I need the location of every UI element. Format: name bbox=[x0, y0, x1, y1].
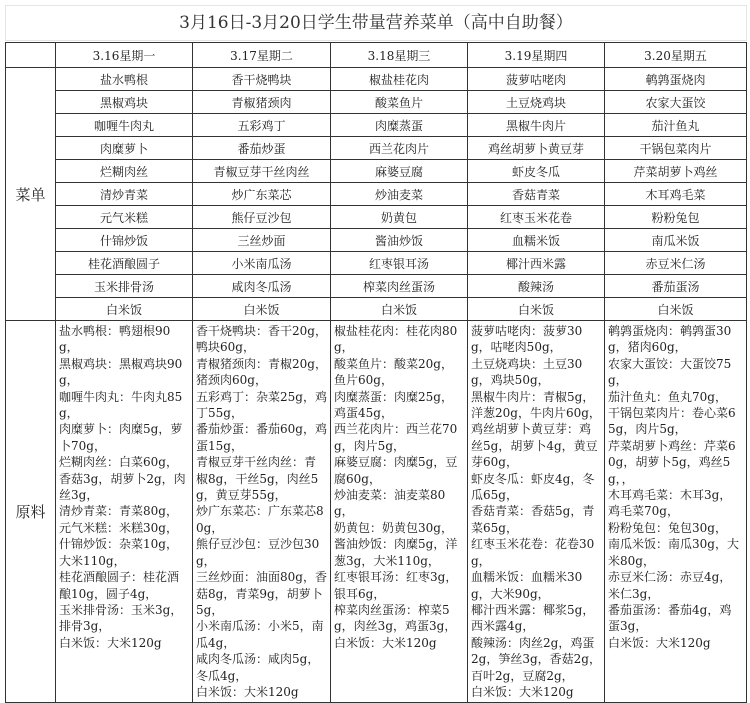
ingredient-line: 肉糜蒸蛋：肉糜25g，鸡蛋45g， bbox=[334, 389, 453, 421]
dish-cell: 虾皮冬瓜 bbox=[468, 160, 605, 183]
dish-cell: 白米饭 bbox=[468, 298, 605, 321]
ingredient-line: 清炒青菜：青菜80g， bbox=[59, 504, 178, 519]
ingredient-line: 青椒豆芽干丝肉丝：青椒8g，干丝5g，肉丝5g，黄豆芽55g， bbox=[196, 455, 319, 503]
dish-cell: 白米饭 bbox=[193, 298, 331, 321]
dish-cell: 三丝炒面 bbox=[193, 229, 331, 252]
ingredient-line: 西兰花肉片：西兰花70g，肉片5g， bbox=[334, 422, 458, 453]
ingredient-line: 茄汁鱼丸：鱼丸70g， bbox=[608, 389, 727, 404]
menu-row bbox=[6, 160, 747, 183]
ingredient-line: 红枣玉米花卷：花卷30g， bbox=[471, 537, 595, 568]
ingredients-label: 原料 bbox=[6, 321, 56, 703]
dish-cell: 清炒青菜 bbox=[56, 183, 193, 206]
dish-cell: 元气米糕 bbox=[56, 206, 193, 229]
menu-row bbox=[6, 114, 747, 137]
dish-cell: 炒广东菜芯 bbox=[193, 183, 331, 206]
dish-cell: 芹菜胡萝卜鸡丝 bbox=[605, 160, 747, 183]
ingredient-line: 炒广东菜芯：广东菜芯80g， bbox=[196, 504, 324, 535]
ingredient-line: 肉糜萝卜：肉糜5g，萝卜70g， bbox=[59, 422, 183, 453]
ingredient-line: 酸菜鱼片：酸菜20g，鱼片60g， bbox=[334, 356, 453, 388]
ingredient-line: 青椒猪颈肉：青椒20g，猪颈肉60g， bbox=[196, 356, 327, 388]
ingredient-line: 南瓜米饭：南瓜30g，大米80g， bbox=[608, 537, 739, 568]
dish-cell: 桂花酒酿圆子 bbox=[56, 252, 193, 275]
ingredient-line: 芹菜胡萝卜鸡丝：芹菜60g，胡萝卜5g，鸡丝5g，， bbox=[608, 438, 736, 486]
ingredient-line: 香菇青菜：香菇5g，青菜65g， bbox=[471, 504, 595, 535]
dish-cell: 白米饭 bbox=[56, 298, 193, 321]
ingredient-line: 红枣银耳汤：红枣3g，银耳6g， bbox=[334, 570, 458, 601]
ingredient-line: 榨菜肉丝蛋汤：榨菜5g，肉丝3g，鸡蛋3g， bbox=[334, 602, 457, 634]
ingredient-line: 鹌鹑蛋烧肉：鹌鹑蛋30g，猪肉60g， bbox=[608, 324, 732, 355]
ingredient-line: 炒油麦菜：油麦菜80g， bbox=[334, 488, 446, 519]
page-title: 3月16日-3月20日学生带量营养菜单（高中自助餐） bbox=[5, 5, 747, 41]
menu-row bbox=[6, 137, 747, 160]
dish-cell: 干锅包菜肉片 bbox=[605, 137, 747, 160]
dish-cell: 白米饭 bbox=[605, 298, 747, 321]
ingredient-line: 玉米排骨汤：玉米3g，排骨3g， bbox=[59, 602, 183, 634]
dish-cell: 麻婆豆腐 bbox=[331, 160, 468, 183]
dish-cell: 酸菜鱼片 bbox=[331, 91, 468, 114]
dish-cell: 烂糊肉丝 bbox=[56, 160, 193, 183]
dish-cell: 南瓜米饭 bbox=[605, 229, 747, 252]
dish-cell: 粉粉兔包 bbox=[605, 206, 747, 229]
day-header: 3.18星期三 bbox=[331, 43, 468, 68]
dish-cell: 盐水鸭根 bbox=[56, 68, 193, 91]
ingredients-row bbox=[6, 321, 747, 703]
ingredient-line: 黑椒鸡块：黑椒鸡块90g， bbox=[59, 356, 183, 388]
ingredient-line: 椒盐桂花肉：桂花肉80g， bbox=[334, 324, 458, 355]
dish-cell: 木耳鸡毛菜 bbox=[605, 183, 747, 206]
ingredients-cell bbox=[56, 321, 193, 703]
ingredient-line: 白米饭：大米120g bbox=[471, 684, 574, 699]
dish-cell: 肉糜萝卜 bbox=[56, 137, 193, 160]
dish-cell: 血糯米饭 bbox=[468, 229, 605, 252]
ingredient-line: 奶黄包：奶黄包30g， bbox=[334, 520, 453, 535]
dish-cell: 番茄蛋汤 bbox=[605, 275, 747, 298]
dish-cell: 赤豆米仁汤 bbox=[605, 252, 747, 275]
menu-label: 菜单 bbox=[6, 68, 56, 321]
ingredient-line: 虾皮冬瓜：虾皮4g，冬瓜65g， bbox=[471, 471, 595, 503]
ingredient-line: 白米饭：大米120g bbox=[608, 635, 711, 650]
ingredients-cell bbox=[331, 321, 468, 703]
menu-row bbox=[6, 68, 747, 91]
dish-cell: 黑椒鸡块 bbox=[56, 91, 193, 114]
ingredient-line: 菠萝咕咾肉：菠萝30g，咕咾肉50g， bbox=[471, 324, 583, 355]
dish-cell: 鸡丝胡萝卜黄豆芽 bbox=[468, 137, 605, 160]
day-header: 3.17星期二 bbox=[193, 43, 331, 68]
dish-cell: 咸肉冬瓜汤 bbox=[193, 275, 331, 298]
ingredient-line: 赤豆米仁汤：赤豆4g，米仁3g， bbox=[608, 570, 732, 601]
ingredient-line: 五彩鸡丁：杂菜25g，鸡丁55g， bbox=[196, 389, 327, 421]
day-header: 3.19星期四 bbox=[468, 43, 605, 68]
ingredient-line: 白米饭：大米120g bbox=[59, 635, 162, 650]
ingredient-line: 盐水鸭根：鸭翅根90g， bbox=[59, 324, 171, 355]
dish-cell: 咖喱牛肉丸 bbox=[56, 114, 193, 137]
ingredient-line: 椰汁西米露：椰浆5g，西米露4g， bbox=[471, 602, 595, 634]
ingredient-line: 酱油炒饭：肉糜5g，洋葱3g，大米110g， bbox=[334, 537, 458, 568]
ingredient-line: 麻婆豆腐：肉糜5g，豆腐60g， bbox=[334, 455, 458, 486]
ingredient-line: 桂花酒酿圆子：桂花酒酿10g，圆子4g， bbox=[59, 570, 180, 601]
dish-cell: 奶黄包 bbox=[331, 206, 468, 229]
dish-cell: 黑椒牛肉片 bbox=[468, 114, 605, 137]
ingredient-line: 粉粉兔包：兔包30g， bbox=[608, 520, 727, 535]
ingredient-line: 咸肉冬瓜汤：咸肉5g，冬瓜4g， bbox=[196, 652, 320, 683]
menu-row bbox=[6, 298, 747, 321]
dish-cell: 小米南瓜汤 bbox=[193, 252, 331, 275]
ingredient-line: 烂糊肉丝：白菜60g，香菇3g，胡萝卜2g，肉丝3g， bbox=[59, 455, 186, 503]
menu-row bbox=[6, 183, 747, 206]
dish-cell: 红枣玉米花卷 bbox=[468, 206, 605, 229]
dish-cell: 肉糜蒸蛋 bbox=[331, 114, 468, 137]
dish-cell: 炒油麦菜 bbox=[331, 183, 468, 206]
menu-row bbox=[6, 229, 747, 252]
menu-row bbox=[6, 206, 747, 229]
header-row bbox=[6, 43, 747, 68]
dish-cell: 白米饭 bbox=[331, 298, 468, 321]
ingredient-line: 番茄炒蛋：番茄60g，鸡蛋15g， bbox=[196, 422, 327, 453]
dish-cell: 香干烧鸭块 bbox=[193, 68, 331, 91]
dish-cell: 玉米排骨汤 bbox=[56, 275, 193, 298]
dish-cell: 熊仔豆沙包 bbox=[193, 206, 331, 229]
ingredient-line: 香干烧鸭块：香干20g，鸭块60g， bbox=[196, 324, 327, 355]
dish-cell: 什锦炒饭 bbox=[56, 229, 193, 252]
ingredient-line: 干锅包菜肉片：卷心菜65g，肉片5g， bbox=[608, 406, 736, 437]
ingredient-line: 鸡丝胡萝卜黄豆芽：鸡丝5g，胡萝卜4g，黄豆芽60g， bbox=[471, 422, 598, 470]
ingredients-cell bbox=[468, 321, 605, 703]
dish-cell: 西兰花肉片 bbox=[331, 137, 468, 160]
dish-cell: 红枣银耳汤 bbox=[331, 252, 468, 275]
menu-row bbox=[6, 252, 747, 275]
dish-cell: 茄汁鱼丸 bbox=[605, 114, 747, 137]
ingredient-line: 农家大蛋饺：大蛋饺75g， bbox=[608, 356, 732, 388]
ingredient-line: 番茄蛋汤：番茄4g，鸡蛋3g， bbox=[608, 602, 732, 634]
ingredient-line: 白米饭：大米120g bbox=[334, 635, 437, 650]
ingredient-line: 熊仔豆沙包：豆沙包30g， bbox=[196, 537, 320, 568]
dish-cell: 椒盐桂花肉 bbox=[331, 68, 468, 91]
menu-table bbox=[5, 42, 747, 703]
ingredient-line: 元气米糕：米糕30g， bbox=[59, 520, 178, 535]
dish-cell: 土豆烧鸡块 bbox=[468, 91, 605, 114]
dish-cell: 鹌鹑蛋烧肉 bbox=[605, 68, 747, 91]
menu-row bbox=[6, 91, 747, 114]
ingredient-line: 咖喱牛肉丸：牛肉丸85g， bbox=[59, 389, 183, 421]
dish-cell: 番茄炒蛋 bbox=[193, 137, 331, 160]
ingredients-cell bbox=[605, 321, 747, 703]
ingredient-line: 黑椒牛肉片：青椒5g，洋葱20g，牛肉片60g， bbox=[471, 389, 601, 421]
dish-cell: 椰汁西米露 bbox=[468, 252, 605, 275]
dish-cell: 酸辣汤 bbox=[468, 275, 605, 298]
dish-cell: 香菇青菜 bbox=[468, 183, 605, 206]
dish-cell: 青椒豆芽干丝肉丝 bbox=[193, 160, 331, 183]
dish-cell: 农家大蛋饺 bbox=[605, 91, 747, 114]
day-header: 3.20星期五 bbox=[605, 43, 747, 68]
dish-cell: 榨菜肉丝蛋汤 bbox=[331, 275, 468, 298]
dish-cell: 五彩鸡丁 bbox=[193, 114, 331, 137]
ingredient-line: 什锦炒饭：杂菜10g，大米110g， bbox=[59, 537, 178, 568]
ingredients-cell bbox=[193, 321, 331, 703]
corner-cell bbox=[6, 43, 56, 68]
dish-cell: 青椒猪颈肉 bbox=[193, 91, 331, 114]
ingredient-line: 血糯米饭：血糯米30g，大米90g， bbox=[471, 570, 583, 601]
ingredient-line: 三丝炒面：油面80g，香菇8g，青菜9g，胡萝卜5g， bbox=[196, 570, 327, 617]
day-header: 3.16星期一 bbox=[56, 43, 193, 68]
dish-cell: 菠萝咕咾肉 bbox=[468, 68, 605, 91]
ingredient-line: 白米饭：大米120g bbox=[196, 684, 299, 699]
ingredient-line: 小米南瓜汤：小米5，南瓜4g， bbox=[196, 619, 324, 650]
ingredient-line: 酸辣汤：肉丝2g，鸡蛋2g，笋丝3g，香菇2g，百叶2g，豆腐2g， bbox=[471, 635, 601, 683]
ingredient-line: 木耳鸡毛菜：木耳3g，鸡毛菜70g， bbox=[608, 488, 732, 519]
dish-cell: 酱油炒饭 bbox=[331, 229, 468, 252]
ingredient-line: 土豆烧鸡块：土豆30g，鸡块50g， bbox=[471, 356, 583, 388]
menu-row bbox=[6, 275, 747, 298]
